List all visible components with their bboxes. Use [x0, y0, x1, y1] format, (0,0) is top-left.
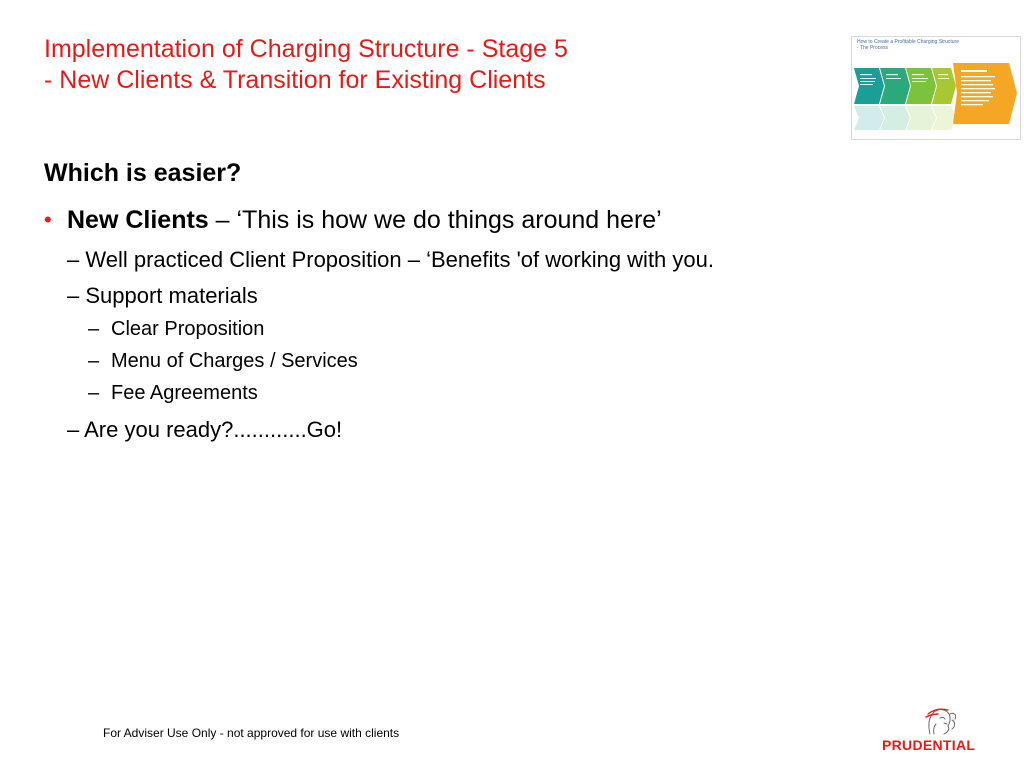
process-thumbnail	[851, 36, 1021, 140]
bullet-new-clients	[44, 203, 844, 237]
slide-title	[44, 34, 824, 96]
support-list-item	[44, 349, 844, 373]
support-item-text: Clear Proposition	[111, 318, 265, 340]
thumbnail-title	[857, 39, 959, 51]
sub-item-proposition: – Well practiced Client Proposition – ‘Benefits 'of working with you.	[67, 247, 714, 272]
support-list-item	[44, 381, 844, 405]
bullet-symbol: •	[44, 207, 52, 232]
bullet-rest-text: – ‘This is how we do things around here’	[208, 206, 662, 234]
dash-marker: –	[88, 382, 100, 404]
dash-marker: –	[88, 318, 100, 340]
thumbnail-title-line-1: How to Create a Profitable Charging Structure	[857, 39, 959, 45]
footer-disclaimer: For Adviser Use Only - not approved for use with clients	[103, 726, 400, 740]
slide-content	[44, 203, 844, 443]
title-line-2: - New Clients & Transition for Existing Clients	[44, 66, 546, 94]
support-list-item	[44, 317, 844, 341]
prudential-logo	[878, 704, 994, 754]
stage-5-arrow	[953, 63, 1017, 124]
bullet-bold-text: New Clients	[67, 206, 209, 234]
thumbnail-title-line-2: - The Process	[857, 45, 889, 51]
section-heading: Which is easier?	[44, 159, 242, 187]
title-line-1: Implementation of Charging Structure - Stage 5	[44, 35, 568, 63]
brand-wordmark: PRUDENTIAL	[882, 737, 976, 753]
dash-marker: –	[88, 350, 100, 372]
support-item-text: Menu of Charges / Services	[111, 350, 358, 372]
sub-item-support: – Support materials	[67, 283, 258, 308]
sub-item-ready: – Are you ready?............Go!	[67, 417, 343, 442]
process-arrows-graphic	[851, 36, 1021, 140]
support-item-text: Fee Agreements	[111, 382, 258, 404]
prudence-figure-icon	[878, 704, 994, 738]
